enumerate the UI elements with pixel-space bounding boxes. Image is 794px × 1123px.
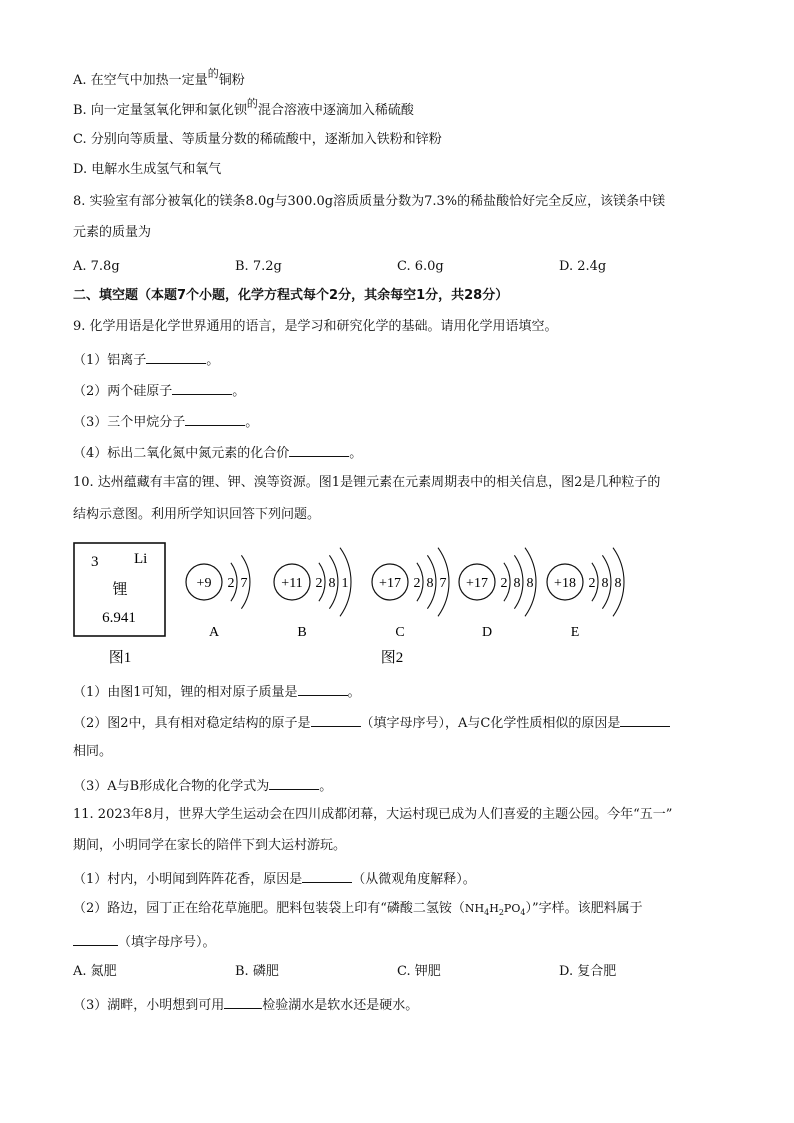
shell-electron-count: 8 — [513, 576, 521, 591]
q11-part1: （1）村内，小明闻到阵阵花香，原因是 （从微观角度解释）。 — [73, 868, 476, 889]
atomic-number: 3 — [91, 554, 99, 570]
particle-label: C — [395, 625, 405, 640]
particle-label: A — [208, 625, 220, 640]
particle-label: D — [481, 625, 493, 640]
shell-electron-count: 8 — [526, 576, 534, 591]
particle-diagram-a — [186, 555, 250, 640]
q9-part1: （1）铝离子 。 — [73, 349, 219, 370]
particle-diagram-b — [274, 548, 351, 640]
shell-electron-count: 8 — [614, 576, 622, 591]
q10-figures — [70, 538, 630, 670]
shell-electron-count: 2 — [227, 576, 235, 591]
q7-option-a: A. 在空气中加热一定量$^的$铜粉 — [73, 67, 245, 88]
q11-part3: （3）湖畔，小明想到可用 检验湖水是软水还是硬水。 — [73, 994, 418, 1015]
nucleus-charge: +11 — [281, 576, 303, 591]
particle-diagram-d — [459, 548, 536, 640]
q10-part3: （3）A与B形成化合物的化学式为 。 — [73, 775, 332, 796]
q9-part4: （4）标出二氧化氮中氮元素的化合价 。 — [73, 442, 362, 463]
shell-electron-count: 8 — [328, 576, 336, 591]
answer-blank[interactable] — [289, 442, 349, 457]
answer-blank[interactable] — [172, 380, 232, 395]
shell-electron-count: 2 — [413, 576, 421, 591]
answer-blank[interactable] — [620, 712, 670, 727]
shell-electron-count: 2 — [588, 576, 596, 591]
answer-blank[interactable] — [302, 868, 352, 883]
answer-blank[interactable] — [224, 994, 262, 1009]
q9-stem: 9. 化学用语是化学世界通用的语言，是学习和研究化学的基础。请用化学用语填空。 — [73, 319, 558, 334]
element-symbol: Li — [134, 551, 148, 567]
shell-electron-count: 7 — [240, 576, 248, 591]
answer-blank[interactable] — [185, 411, 245, 426]
nucleus-charge: +17 — [466, 576, 488, 591]
q11-part2-cont: （填字母序号）。 — [73, 931, 216, 952]
q11-option-a: A. 氮肥 — [73, 964, 117, 979]
q9-part2: （2）两个硅原子 。 — [73, 380, 245, 401]
q10-stem-line2: 结构示意图。利用所学知识回答下列问题。 — [73, 507, 321, 522]
shell-electron-count: 7 — [439, 576, 447, 591]
q10-part2: （2）图2中，具有相对稳定结构的原子是 （填字母序号），A与C化学性质相似的原因是 — [73, 712, 670, 733]
element-name: 锂 — [112, 582, 128, 598]
q8-option-d: D. 2.4g — [559, 259, 607, 274]
shell-electron-count: 2 — [315, 576, 323, 591]
q7-option-d: D. 电解水生成氢气和氧气 — [73, 162, 222, 177]
q10-stem-line1: 10. 达州蕴藏有丰富的锂、钾、溴等资源。图1是锂元素在元素周期表中的相关信息，图2是几种粒子的 — [73, 475, 661, 490]
atomic-mass: 6.941 — [102, 610, 136, 626]
q8-option-c: C. 6.0g — [397, 259, 444, 274]
section-heading: 二、填空题（本题7个小题，化学方程式每个2分，其余每空1分，共28分） — [73, 288, 509, 303]
q7-option-c: C. 分别向等质量、等质量分数的稀硫酸中，逐渐加入铁粉和锌粉 — [73, 132, 442, 147]
answer-blank[interactable] — [298, 681, 348, 696]
shell-electron-count: 8 — [601, 576, 609, 591]
answer-blank[interactable] — [146, 349, 206, 364]
q8-option-a: A. 7.8g — [73, 259, 120, 274]
nucleus-charge: +18 — [554, 576, 576, 591]
answer-blank[interactable] — [73, 931, 118, 946]
particle-diagram-c — [372, 548, 449, 640]
particle-label: E — [570, 625, 580, 640]
shell-electron-count: 2 — [500, 576, 508, 591]
particle-diagram-e — [547, 548, 624, 640]
nucleus-charge: +17 — [379, 576, 401, 591]
q9-part3: （3）三个甲烷分子 。 — [73, 411, 258, 432]
q11-option-b: B. 磷肥 — [235, 964, 279, 979]
q11-option-d: D. 复合肥 — [559, 964, 617, 979]
particle-label: B — [297, 625, 307, 640]
shell-electron-count: 1 — [341, 576, 349, 591]
q11-part2: （2）路边，园丁正在给花草施肥。肥料包装袋上印有“磷酸二氢铵$(NH_4H_2PO_4)$”字样。该肥料属于 — [73, 901, 643, 918]
q8-stem-line1: 8. 实验室有部分被氧化的镁条8.0g与300.0g溶质质量分数为7.3%的稀盐酸恰好完全反应，该镁条中镁 — [73, 194, 666, 209]
nucleus-charge: +9 — [196, 576, 212, 591]
q11-stem-line1: 11. 2023年8月，世界大学生运动会在四川成都闭幕，大运村现已成为人们喜爱的主题公园。今年“五一” — [73, 807, 673, 822]
q11-option-c: C. 钾肥 — [397, 964, 441, 979]
figure2-caption: 图2 — [380, 650, 404, 666]
q10-part2-cont: 相同。 — [73, 744, 113, 759]
figure1-caption: 图1 — [108, 650, 132, 666]
shell-electron-count: 8 — [426, 576, 434, 591]
q10-part1: （1）由图1可知，锂的相对原子质量是 。 — [73, 681, 361, 702]
answer-blank[interactable] — [269, 775, 319, 790]
q7-option-b: B. 向一定量氢氧化钾和氯化钡$^的$混合溶液中逐滴加入稀硫酸 — [73, 97, 414, 118]
q8-stem-line2: 元素的质量为 — [73, 225, 152, 240]
answer-blank[interactable] — [311, 712, 361, 727]
chemical-formula: $NH_4H_2PO_4$ — [464, 902, 526, 918]
q11-stem-line2: 期间，小明同学在家长的陪伴下到大运村游玩。 — [73, 838, 347, 853]
q8-option-b: B. 7.2g — [235, 259, 282, 274]
